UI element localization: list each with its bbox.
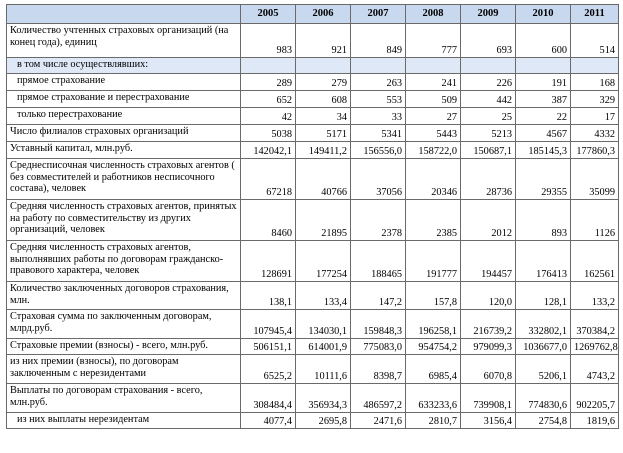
- value-cell: 279: [296, 74, 351, 91]
- table-row: [7, 384, 619, 413]
- value-cell: 1819,6: [571, 413, 619, 429]
- value-cell: 107945,4: [241, 310, 296, 339]
- table-row: [7, 108, 619, 125]
- value-cell: 147,2: [351, 282, 406, 310]
- value-cell: 194457: [461, 241, 516, 282]
- value-cell: [241, 58, 296, 74]
- value-cell: 509: [406, 91, 461, 108]
- row-label: Средняя численность страховых агентов, принятых на работу по совместительству из других организаций, человек: [7, 200, 241, 241]
- year-header: 2009: [461, 5, 516, 24]
- value-cell: 652: [241, 91, 296, 108]
- insurance-statistics-table: [6, 4, 619, 429]
- value-cell: 2695,8: [296, 413, 351, 429]
- value-cell: 158722,0: [406, 142, 461, 159]
- value-cell: 191777: [406, 241, 461, 282]
- value-cell: 42: [241, 108, 296, 125]
- value-cell: 34: [296, 108, 351, 125]
- value-cell: 633233,6: [406, 384, 461, 413]
- value-cell: 159848,3: [351, 310, 406, 339]
- value-cell: 156556,0: [351, 142, 406, 159]
- row-label: Число филиалов страховых организаций: [7, 125, 241, 142]
- value-cell: 176413: [516, 241, 571, 282]
- value-cell: 486597,2: [351, 384, 406, 413]
- value-cell: [296, 58, 351, 74]
- value-cell: 979099,3: [461, 339, 516, 355]
- value-cell: 17: [571, 108, 619, 125]
- value-cell: 216739,2: [461, 310, 516, 339]
- value-cell: [571, 58, 619, 74]
- value-cell: 739908,1: [461, 384, 516, 413]
- value-cell: 5213: [461, 125, 516, 142]
- table-row: [7, 282, 619, 310]
- row-label: Страховые премии (взносы) - всего, млн.руб.: [7, 339, 241, 355]
- value-cell: 22: [516, 108, 571, 125]
- value-cell: 308484,4: [241, 384, 296, 413]
- value-cell: 138,1: [241, 282, 296, 310]
- value-cell: 2471,6: [351, 413, 406, 429]
- value-cell: 5443: [406, 125, 461, 142]
- value-cell: 263: [351, 74, 406, 91]
- value-cell: 553: [351, 91, 406, 108]
- value-cell: 226: [461, 74, 516, 91]
- row-label: прямое страхование: [7, 74, 241, 91]
- value-cell: 2385: [406, 200, 461, 241]
- value-cell: 954754,2: [406, 339, 461, 355]
- value-cell: 608: [296, 91, 351, 108]
- value-cell: 185145,3: [516, 142, 571, 159]
- year-header: 2008: [406, 5, 461, 24]
- value-cell: 4077,4: [241, 413, 296, 429]
- value-cell: 6525,2: [241, 355, 296, 384]
- value-cell: 777: [406, 24, 461, 58]
- value-cell: [461, 58, 516, 74]
- value-cell: 188465: [351, 241, 406, 282]
- value-cell: 370384,2: [571, 310, 619, 339]
- value-cell: 168: [571, 74, 619, 91]
- value-cell: 506151,1: [241, 339, 296, 355]
- table-row: [7, 24, 619, 58]
- row-label: только перестрахование: [7, 108, 241, 125]
- table-row: [7, 142, 619, 159]
- table-row: [7, 74, 619, 91]
- value-cell: 983: [241, 24, 296, 58]
- value-cell: 902205,7: [571, 384, 619, 413]
- value-cell: 1126: [571, 200, 619, 241]
- row-label: из них премии (взносы), по договорам заключенным с нерезидентами: [7, 355, 241, 384]
- value-cell: 893: [516, 200, 571, 241]
- row-label: Количество учтенных страховых организаций (на конец года), единиц: [7, 24, 241, 58]
- value-cell: 67218: [241, 159, 296, 200]
- value-cell: 8460: [241, 200, 296, 241]
- row-label: Страховая сумма по заключенным договорам, млрд.руб.: [7, 310, 241, 339]
- value-cell: [406, 58, 461, 74]
- value-cell: 40766: [296, 159, 351, 200]
- value-cell: 442: [461, 91, 516, 108]
- value-cell: 775083,0: [351, 339, 406, 355]
- year-header: 2006: [296, 5, 351, 24]
- value-cell: [516, 58, 571, 74]
- table-row: [7, 310, 619, 339]
- table-row: [7, 159, 619, 200]
- value-cell: 2012: [461, 200, 516, 241]
- value-cell: 614001,9: [296, 339, 351, 355]
- value-cell: 133,4: [296, 282, 351, 310]
- value-cell: 4743,2: [571, 355, 619, 384]
- value-cell: 142042,1: [241, 142, 296, 159]
- value-cell: 2810,7: [406, 413, 461, 429]
- year-header: 2011: [571, 5, 619, 24]
- row-label: Средняя численность страховых агентов, выполнявших работы по договорам гражданско-правового характера, человек: [7, 241, 241, 282]
- row-label: Количество заключенных договоров страхования, млн.: [7, 282, 241, 310]
- value-cell: 774830,6: [516, 384, 571, 413]
- value-cell: 29355: [516, 159, 571, 200]
- value-cell: 6070,8: [461, 355, 516, 384]
- value-cell: 4567: [516, 125, 571, 142]
- value-cell: 149411,2: [296, 142, 351, 159]
- value-cell: 28736: [461, 159, 516, 200]
- value-cell: 2754,8: [516, 413, 571, 429]
- value-cell: 128,1: [516, 282, 571, 310]
- value-cell: 2378: [351, 200, 406, 241]
- value-cell: 3156,4: [461, 413, 516, 429]
- value-cell: 8398,7: [351, 355, 406, 384]
- value-cell: 5171: [296, 125, 351, 142]
- value-cell: 20346: [406, 159, 461, 200]
- value-cell: 849: [351, 24, 406, 58]
- value-cell: 514: [571, 24, 619, 58]
- value-cell: 35099: [571, 159, 619, 200]
- value-cell: 33: [351, 108, 406, 125]
- value-cell: 177860,3: [571, 142, 619, 159]
- table-row: [7, 413, 619, 429]
- value-cell: 177254: [296, 241, 351, 282]
- row-label: в том числе осуществлявших:: [7, 58, 241, 74]
- table-row: [7, 200, 619, 241]
- value-cell: 6985,4: [406, 355, 461, 384]
- header-row: [7, 5, 619, 24]
- value-cell: 356934,3: [296, 384, 351, 413]
- value-cell: 196258,1: [406, 310, 461, 339]
- value-cell: 5341: [351, 125, 406, 142]
- value-cell: 329: [571, 91, 619, 108]
- value-cell: 157,8: [406, 282, 461, 310]
- value-cell: 693: [461, 24, 516, 58]
- value-cell: 4332: [571, 125, 619, 142]
- value-cell: 120,0: [461, 282, 516, 310]
- value-cell: 37056: [351, 159, 406, 200]
- value-cell: 128691: [241, 241, 296, 282]
- table-row: [7, 125, 619, 142]
- year-header: 2007: [351, 5, 406, 24]
- value-cell: 1269762,8: [571, 339, 619, 355]
- value-cell: 921: [296, 24, 351, 58]
- value-cell: 5206,1: [516, 355, 571, 384]
- year-header: 2010: [516, 5, 571, 24]
- value-cell: [351, 58, 406, 74]
- table-row: [7, 58, 619, 74]
- row-label: прямое страхование и перестрахование: [7, 91, 241, 108]
- table-row: [7, 339, 619, 355]
- value-cell: 191: [516, 74, 571, 91]
- value-cell: 10111,6: [296, 355, 351, 384]
- table-row: [7, 91, 619, 108]
- table-body: [7, 5, 619, 429]
- value-cell: 150687,1: [461, 142, 516, 159]
- row-label: Выплаты по договорам страхования - всего, млн.руб.: [7, 384, 241, 413]
- value-cell: 600: [516, 24, 571, 58]
- value-cell: 134030,1: [296, 310, 351, 339]
- value-cell: 133,2: [571, 282, 619, 310]
- value-cell: 162561: [571, 241, 619, 282]
- header-corner-cell: [7, 5, 241, 24]
- year-header: 2005: [241, 5, 296, 24]
- row-label: Уставный капитал, млн.руб.: [7, 142, 241, 159]
- value-cell: 241: [406, 74, 461, 91]
- value-cell: 21895: [296, 200, 351, 241]
- row-label: Среднесписочная численность страховых агентов ( без совместителей и работников несписочного состава), человек: [7, 159, 241, 200]
- value-cell: 289: [241, 74, 296, 91]
- value-cell: 332802,1: [516, 310, 571, 339]
- row-label: из них выплаты нерезидентам: [7, 413, 241, 429]
- value-cell: 1036677,0: [516, 339, 571, 355]
- value-cell: 25: [461, 108, 516, 125]
- table-row: [7, 241, 619, 282]
- value-cell: 387: [516, 91, 571, 108]
- value-cell: 5038: [241, 125, 296, 142]
- table-row: [7, 355, 619, 384]
- value-cell: 27: [406, 108, 461, 125]
